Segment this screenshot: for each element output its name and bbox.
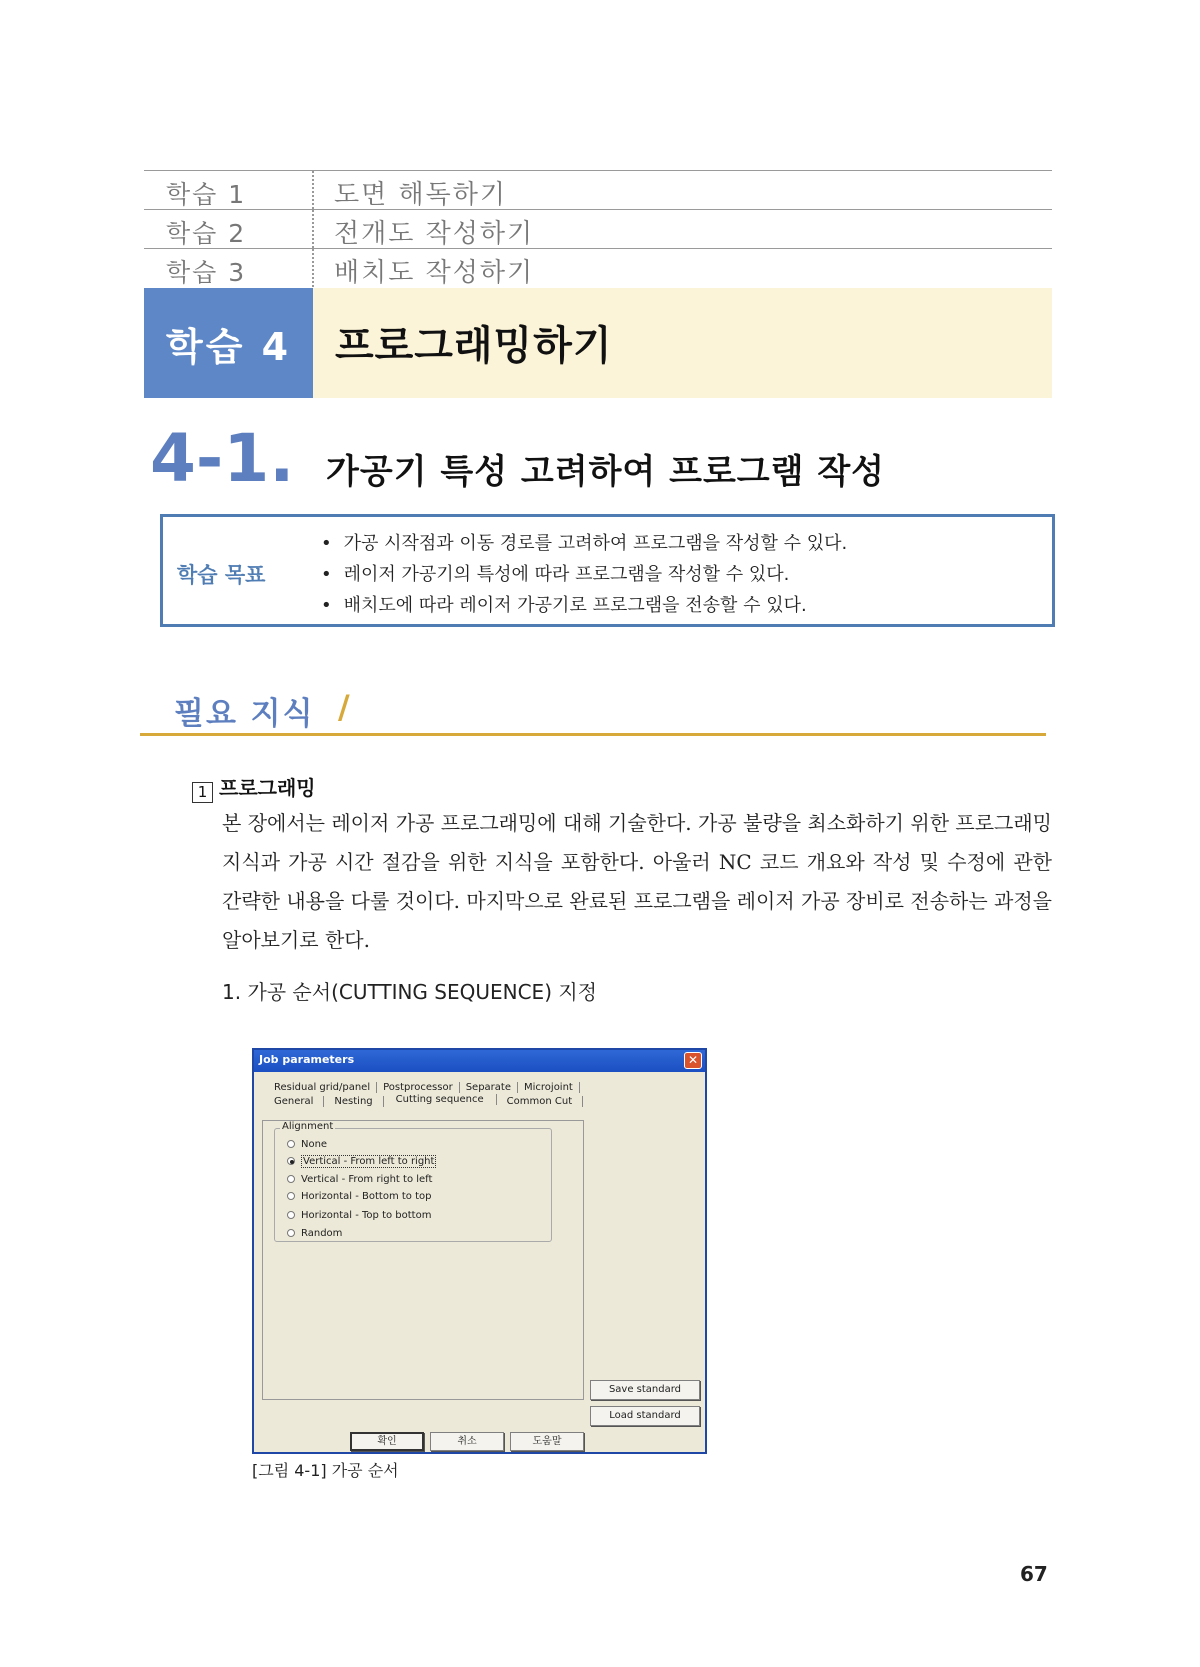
alignment-legend: Alignment: [282, 1121, 334, 1132]
radio-option[interactable]: Vertical - From left to right: [287, 1156, 436, 1167]
current-lesson-number: 학습 4: [144, 288, 313, 398]
subsection-heading: [192, 772, 316, 803]
radio-icon[interactable]: [287, 1229, 295, 1237]
tab-microjoint[interactable]: Microjoint: [518, 1082, 580, 1093]
lesson-row-1: [144, 170, 1052, 208]
figure-caption: [그림 4-1] 가공 순서: [252, 1461, 399, 1480]
lesson-number: 학습 3: [166, 258, 247, 287]
tab-row-top: [268, 1082, 580, 1093]
divider: [312, 249, 314, 287]
lesson-number: 학습 1: [166, 180, 247, 209]
radio-option[interactable]: None: [287, 1139, 327, 1150]
knowledge-heading: 필요 지식: [174, 696, 315, 732]
radio-icon[interactable]: [287, 1211, 295, 1219]
radio-option[interactable]: Horizontal - Bottom to top: [287, 1191, 432, 1202]
current-lesson-title: 프로그래밍하기: [313, 288, 1052, 398]
lesson-title: 전개도 작성하기: [334, 219, 535, 249]
cancel-button[interactable]: 취소: [430, 1432, 504, 1451]
heading-slash: /: [338, 688, 350, 726]
radio-icon[interactable]: [287, 1175, 295, 1183]
radio-option[interactable]: Horizontal - Top to bottom: [287, 1210, 431, 1221]
objectives-list: [321, 528, 847, 621]
objectives-label: 학습 목표: [177, 563, 266, 587]
section-number: 4-1.: [150, 420, 295, 497]
radio-icon[interactable]: [287, 1192, 295, 1200]
job-parameters-dialog: [252, 1048, 707, 1454]
dialog-title-bar: [254, 1050, 705, 1072]
tab-residual-grid[interactable]: Residual grid/panel: [268, 1082, 377, 1093]
radio-checked-icon[interactable]: [287, 1157, 295, 1165]
lesson-title: 도면 해독하기: [334, 180, 507, 210]
load-standard-button[interactable]: Load standard: [590, 1406, 700, 1426]
step-heading: 1. 가공 순서(CUTTING SEQUENCE) 지정: [222, 980, 597, 1004]
subsection-title: 프로그래밍: [219, 776, 316, 800]
objective-item: • 레이저 가공기의 특성에 따라 프로그램을 작성할 수 있다.: [321, 559, 847, 590]
tab-postprocessor[interactable]: Postprocessor: [377, 1082, 460, 1093]
divider: [312, 210, 314, 248]
tab-separate[interactable]: Separate: [460, 1082, 518, 1093]
lesson-title: 배치도 작성하기: [334, 258, 535, 288]
radio-icon[interactable]: [287, 1140, 295, 1148]
alignment-group: [274, 1121, 552, 1242]
section-title: 가공기 특성 고려하여 프로그램 작성: [326, 452, 886, 492]
current-lesson-banner: [144, 288, 1052, 398]
page-number: 67: [1020, 1562, 1048, 1586]
tab-row-bottom: [264, 1096, 583, 1107]
lesson-row-3: [144, 248, 1052, 286]
heading-rule: [140, 733, 1046, 736]
divider: [312, 171, 314, 209]
body-paragraph: 본 장에서는 레이저 가공 프로그래밍에 대해 기술한다. 가공 불량을 최소화하기 위한 프로그래밍 지식과 가공 시간 절감을 위한 지식을 포함한다. 아울러 NC 코드 개요와 작성 및 수정에 관한 간략한 내용을 다룰 것이다. 마지막으로 완료된 프로그램을 레이저 가공 장비로 전송하는 과정을 알아보기로 한다.: [222, 811, 1052, 952]
save-standard-button[interactable]: Save standard: [590, 1380, 700, 1400]
tab-general[interactable]: General: [264, 1096, 324, 1107]
radio-option[interactable]: Random: [287, 1228, 342, 1239]
radio-option[interactable]: Vertical - From right to left: [287, 1174, 432, 1185]
close-icon[interactable]: ✕: [684, 1052, 702, 1069]
objective-item: • 가공 시작점과 이동 경로를 고려하여 프로그램을 작성할 수 있다.: [321, 528, 847, 559]
lesson-row-2: [144, 209, 1052, 247]
help-button[interactable]: 도움말: [510, 1432, 584, 1451]
boxed-number-marker: 1: [192, 782, 213, 803]
objective-item: • 배치도에 따라 레이저 가공기로 프로그램을 전송할 수 있다.: [321, 590, 847, 621]
tab-nesting[interactable]: Nesting: [324, 1096, 383, 1107]
tab-cutting-sequence[interactable]: Cutting sequence: [384, 1094, 497, 1105]
ok-button[interactable]: 확인: [350, 1432, 424, 1451]
lesson-number: 학습 2: [166, 219, 247, 248]
dialog-title: Job parameters: [259, 1053, 355, 1066]
learning-objectives-box: [160, 514, 1055, 627]
tab-common-cut[interactable]: Common Cut: [497, 1096, 583, 1107]
